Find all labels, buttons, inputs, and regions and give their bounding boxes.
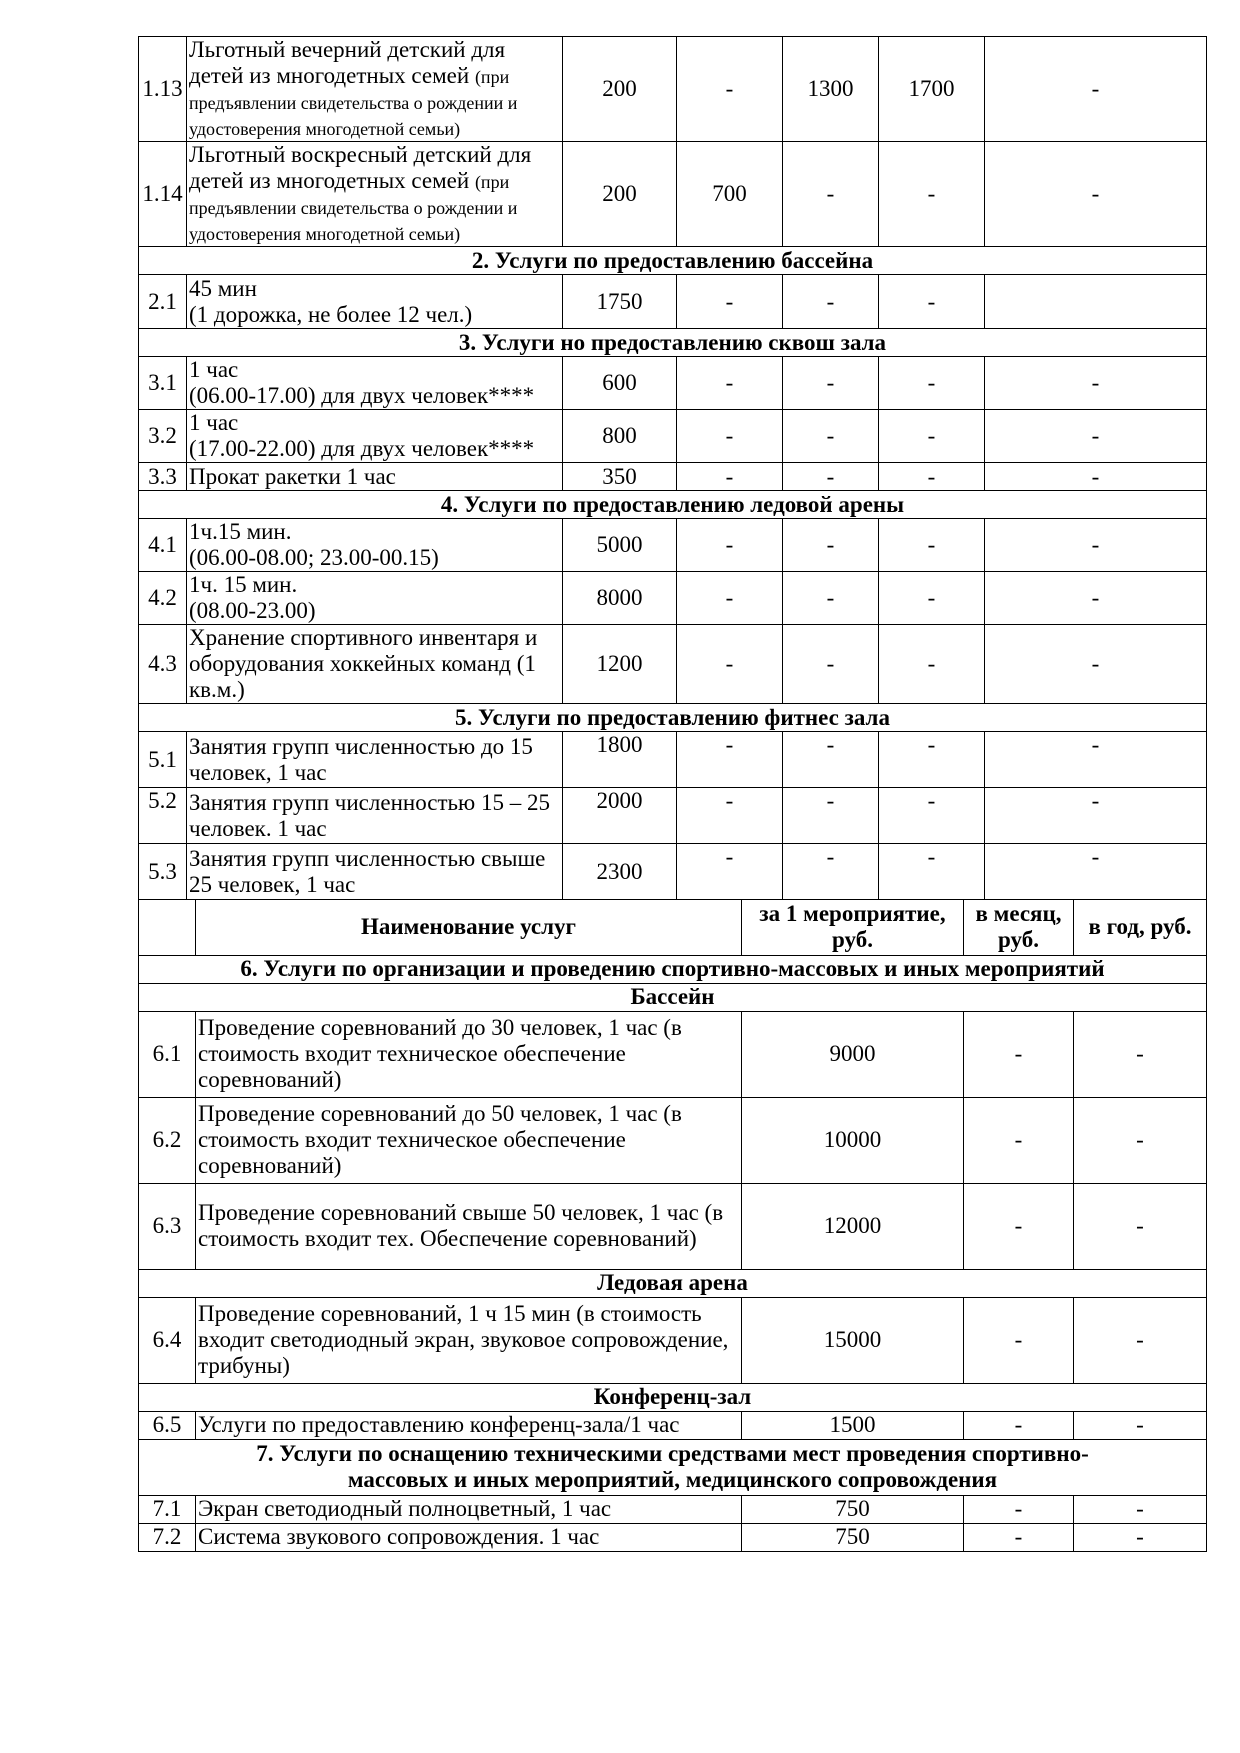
table-row: [139, 572, 1207, 625]
service-name: Проведение соревнований до 50 человек, 1 час (в стоимость входит техническое обеспечение соревнований): [196, 1097, 742, 1183]
price-cell: 15000: [742, 1297, 964, 1383]
section-heading: 4. Услуги по предоставлению ледовой арены: [139, 491, 1207, 519]
price-cell: -: [879, 463, 985, 491]
table-row: [139, 1097, 1207, 1183]
price-cell: -: [879, 844, 985, 900]
price-cell: -: [677, 844, 783, 900]
subsection-heading: Бассейн: [139, 983, 1207, 1011]
price-cell: -: [783, 357, 879, 410]
price-cell: 8000: [563, 572, 677, 625]
price-cell: 750: [742, 1495, 964, 1523]
price-cell: -: [1074, 1011, 1207, 1097]
row-number: 1.14: [139, 142, 187, 247]
price-cell: -: [677, 519, 783, 572]
price-cell: -: [985, 142, 1207, 247]
row-number: 6.1: [139, 1011, 196, 1097]
section-heading: 7. Услуги по оснащению техническими средствами мест проведения спортивно- массовых и иных мероприятий, медицинского сопровождения: [139, 1439, 1207, 1495]
price-cell: 1700: [879, 37, 985, 142]
price-cell: -: [985, 463, 1207, 491]
price-cell: 800: [563, 410, 677, 463]
price-cell: -: [1074, 1297, 1207, 1383]
price-cell: -: [783, 519, 879, 572]
price-list-page: [138, 36, 1206, 1552]
service-name: Прокат ракетки 1 час: [187, 463, 563, 491]
price-cell: 600: [563, 357, 677, 410]
row-number: 5.2: [139, 788, 187, 844]
price-cell: 2000: [563, 788, 677, 844]
price-cell: -: [879, 142, 985, 247]
table-row: [139, 37, 1207, 142]
price-cell: [985, 275, 1207, 329]
row-number: 6.3: [139, 1183, 196, 1269]
price-cell: -: [783, 788, 879, 844]
price-cell: -: [964, 1097, 1074, 1183]
section-heading: 5. Услуги по предоставлению фитнес зала: [139, 704, 1207, 732]
price-cell: -: [985, 519, 1207, 572]
price-cell: -: [879, 410, 985, 463]
services-table-part1: [138, 36, 1207, 900]
price-cell: -: [783, 142, 879, 247]
price-cell: -: [879, 625, 985, 704]
row-number: 3.2: [139, 410, 187, 463]
price-cell: -: [1074, 1183, 1207, 1269]
price-cell: -: [1074, 1411, 1207, 1439]
row-number: 6.4: [139, 1297, 196, 1383]
price-cell: -: [677, 275, 783, 329]
price-cell: 1750: [563, 275, 677, 329]
header-num-cell: [139, 899, 196, 955]
price-cell: 350: [563, 463, 677, 491]
table-row: [139, 1523, 1207, 1551]
header-per-year: в год, руб.: [1074, 899, 1207, 955]
row-number: 4.2: [139, 572, 187, 625]
price-cell: -: [964, 1297, 1074, 1383]
price-cell: -: [677, 572, 783, 625]
header-per-event: за 1 мероприятие, руб.: [742, 899, 964, 955]
row-number: 4.3: [139, 625, 187, 704]
services-table-part2: [138, 899, 1207, 1552]
service-name: Услуги по предоставлению конференц-зала/1 час: [196, 1411, 742, 1439]
price-cell: 1300: [783, 37, 879, 142]
price-cell: -: [964, 1183, 1074, 1269]
price-cell: 1800: [563, 732, 677, 788]
table-row: [139, 519, 1207, 572]
price-cell: -: [783, 572, 879, 625]
price-cell: -: [783, 463, 879, 491]
price-cell: -: [879, 519, 985, 572]
price-cell: -: [879, 732, 985, 788]
service-name: Занятия групп численностью до 15 человек, 1 час: [187, 732, 563, 788]
price-cell: -: [985, 844, 1207, 900]
price-cell: -: [964, 1011, 1074, 1097]
price-cell: -: [964, 1523, 1074, 1551]
row-number: 5.1: [139, 732, 187, 788]
price-cell: 200: [563, 142, 677, 247]
row-number: 6.5: [139, 1411, 196, 1439]
section-heading: 6. Услуги по организации и проведению спортивно-массовых и иных мероприятий: [139, 955, 1207, 983]
price-cell: -: [985, 572, 1207, 625]
price-cell: -: [1074, 1523, 1207, 1551]
subsection-heading: Конференц-зал: [139, 1383, 1207, 1411]
table-row: [139, 463, 1207, 491]
price-cell: -: [677, 625, 783, 704]
price-cell: -: [964, 1411, 1074, 1439]
table-row: [139, 410, 1207, 463]
price-cell: 12000: [742, 1183, 964, 1269]
service-name: Экран светодиодный полноцветный, 1 час: [196, 1495, 742, 1523]
service-name: 45 мин (1 дорожка, не более 12 чел.): [187, 275, 563, 329]
price-cell: -: [879, 788, 985, 844]
service-name: Проведение соревнований свыше 50 человек, 1 час (в стоимость входит тех. Обеспечение соревнований): [196, 1183, 742, 1269]
service-name: 1ч.15 мин. (06.00-08.00; 23.00-00.15): [187, 519, 563, 572]
table-header-row: [139, 899, 1207, 955]
price-cell: -: [985, 410, 1207, 463]
table-row: [139, 1495, 1207, 1523]
row-number: 1.13: [139, 37, 187, 142]
table-row: [139, 1183, 1207, 1269]
price-cell: -: [783, 625, 879, 704]
service-name: 1ч. 15 мин. (08.00-23.00): [187, 572, 563, 625]
price-cell: -: [985, 732, 1207, 788]
price-cell: -: [879, 572, 985, 625]
price-cell: -: [677, 788, 783, 844]
price-cell: -: [1074, 1495, 1207, 1523]
service-name: Льготный воскресный детский для детей из многодетных семей (при предъявлении свидетельства о рождении и удостоверения многодетной семьи): [187, 142, 563, 247]
section-heading: 2. Услуги по предоставлению бассейна: [139, 247, 1207, 275]
table-row: [139, 625, 1207, 704]
row-number: 3.1: [139, 357, 187, 410]
service-name: Занятия групп численностью свыше 25 человек, 1 час: [187, 844, 563, 900]
price-cell: 200: [563, 37, 677, 142]
price-cell: 1200: [563, 625, 677, 704]
service-name: Занятия групп численностью 15 – 25 человек. 1 час: [187, 788, 563, 844]
row-number: 3.3: [139, 463, 187, 491]
table-row: [139, 1297, 1207, 1383]
table-row: [139, 357, 1207, 410]
table-row: [139, 788, 1207, 844]
price-cell: -: [677, 357, 783, 410]
row-number: 7.2: [139, 1523, 196, 1551]
price-cell: -: [1074, 1097, 1207, 1183]
price-cell: -: [677, 37, 783, 142]
row-number: 4.1: [139, 519, 187, 572]
section-heading: 3. Услуги но предоставлению сквош зала: [139, 329, 1207, 357]
price-cell: -: [985, 37, 1207, 142]
price-cell: 2300: [563, 844, 677, 900]
service-name: 1 час (06.00-17.00) для двух человек****: [187, 357, 563, 410]
table-row: [139, 1011, 1207, 1097]
price-cell: 10000: [742, 1097, 964, 1183]
price-cell: 5000: [563, 519, 677, 572]
subsection-heading: Ледовая арена: [139, 1269, 1207, 1297]
service-name: Система звукового сопровождения. 1 час: [196, 1523, 742, 1551]
service-name: 1 час (17.00-22.00) для двух человек****: [187, 410, 563, 463]
price-cell: -: [985, 788, 1207, 844]
row-number: 7.1: [139, 1495, 196, 1523]
price-cell: -: [783, 844, 879, 900]
price-cell: -: [985, 357, 1207, 410]
price-cell: -: [677, 463, 783, 491]
header-per-month: в месяц, руб.: [964, 899, 1074, 955]
table-row: [139, 275, 1207, 329]
table-row: [139, 1411, 1207, 1439]
price-cell: 700: [677, 142, 783, 247]
row-number: 2.1: [139, 275, 187, 329]
price-cell: 1500: [742, 1411, 964, 1439]
price-cell: 750: [742, 1523, 964, 1551]
price-cell: -: [783, 410, 879, 463]
row-number: 6.2: [139, 1097, 196, 1183]
header-service-name: Наименование услуг: [196, 899, 742, 955]
service-name: Хранение спортивного инвентаря и оборудования хоккейных команд (1 кв.м.): [187, 625, 563, 704]
price-cell: -: [677, 732, 783, 788]
spacer-row: [139, 732, 1207, 760]
service-name: Льготный вечерний детский для детей из многодетных семей (при предъявлении свидетельства о рождении и удостоверения многодетной семьи): [187, 37, 563, 142]
price-cell: -: [783, 732, 879, 788]
price-cell: 9000: [742, 1011, 964, 1097]
price-cell: -: [879, 275, 985, 329]
price-cell: -: [783, 275, 879, 329]
service-name: Проведение соревнований до 30 человек, 1 час (в стоимость входит техническое обеспечение соревнований): [196, 1011, 742, 1097]
price-cell: -: [964, 1495, 1074, 1523]
price-cell: -: [879, 357, 985, 410]
price-cell: -: [985, 625, 1207, 704]
table-row: [139, 844, 1207, 900]
table-row: [139, 142, 1207, 247]
service-name: Проведение соревнований, 1 ч 15 мин (в стоимость входит светодиодный экран, звуковое сопровождение, трибуны): [196, 1297, 742, 1383]
row-number: 5.3: [139, 844, 187, 900]
price-cell: -: [677, 410, 783, 463]
